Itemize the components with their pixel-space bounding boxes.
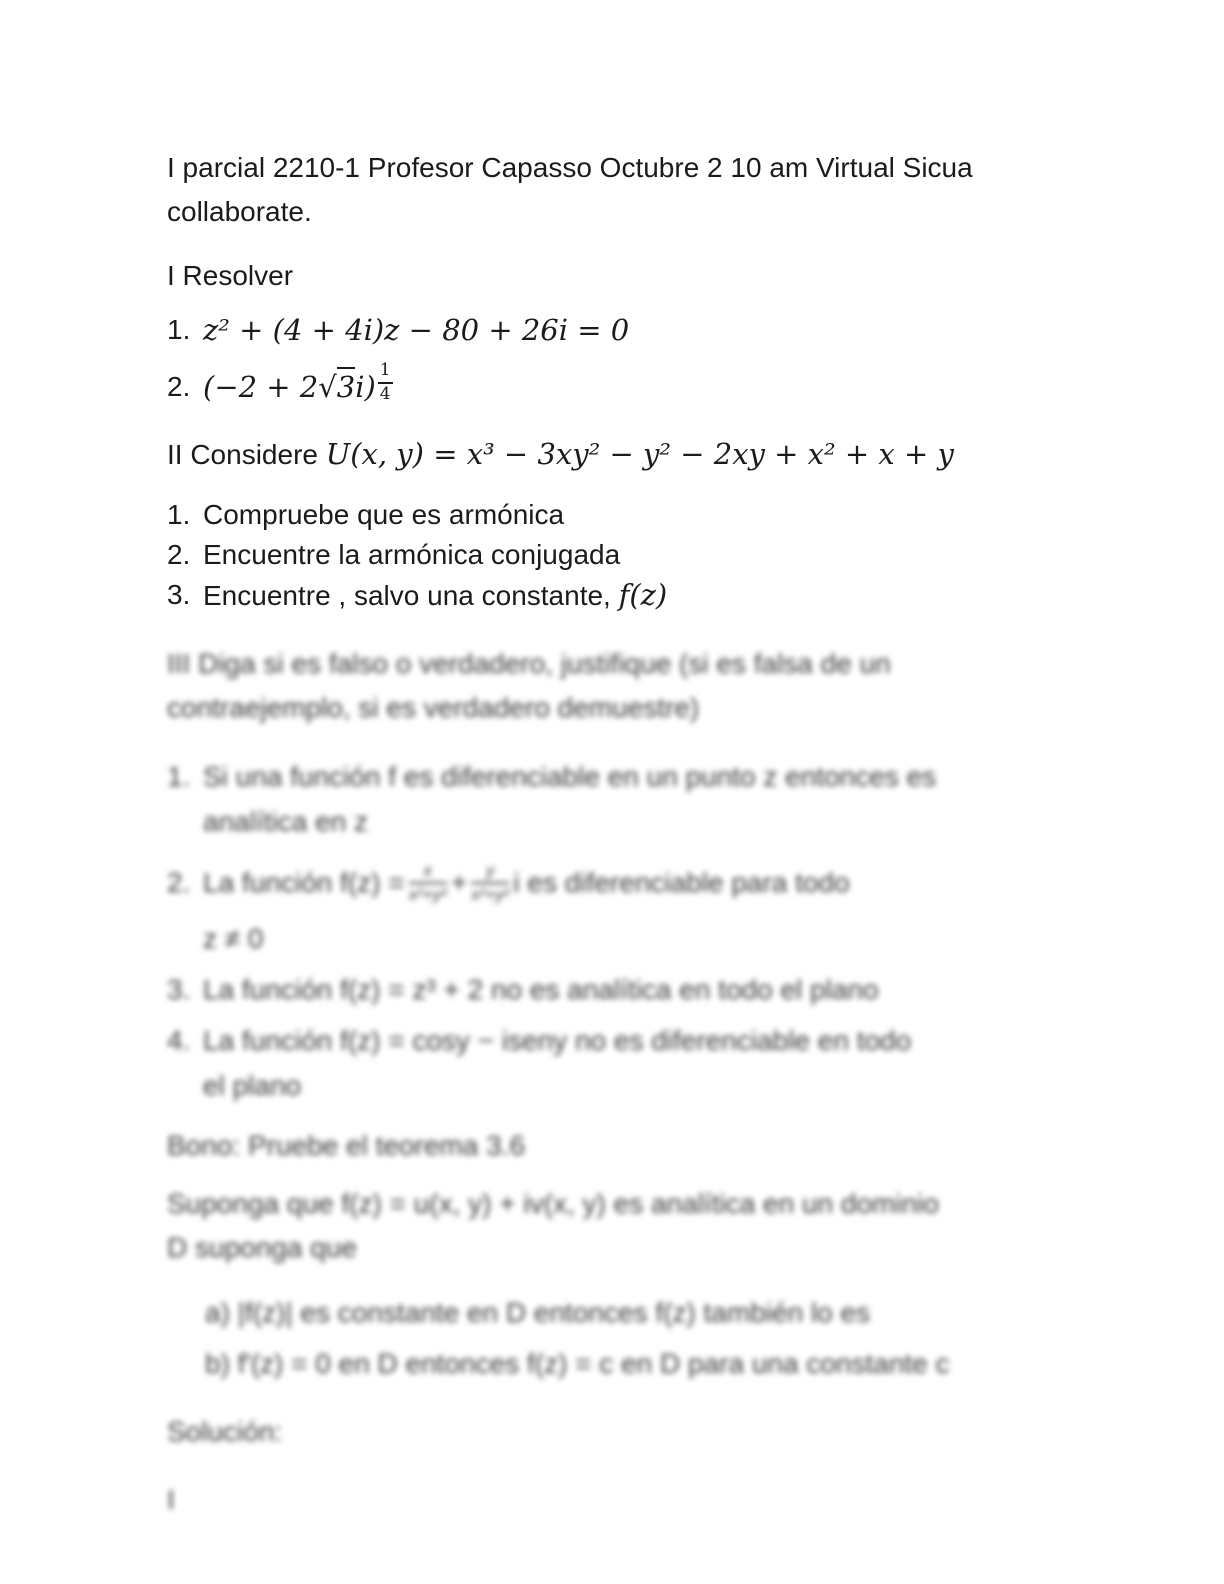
statement-4-line-1: La función f(z) = cosy − iseny no es diferenciable en todo: [203, 1025, 912, 1056]
bonus-paragraph: [167, 1182, 1106, 1270]
radical-sign: √: [318, 370, 337, 404]
item-number: 3.: [167, 579, 191, 610]
exponent-denominator: 4: [379, 383, 391, 404]
document-title: [167, 146, 1106, 234]
statement-2-prefix: La función f(z) =: [203, 867, 405, 898]
item-number: 1.: [167, 761, 191, 792]
list-item: [167, 1018, 1106, 1108]
blurred-section: [167, 642, 1106, 1522]
section2-heading-text: II Considere: [167, 439, 326, 470]
fraction-2-denominator: x²+y²: [471, 885, 510, 904]
section3-intro: [167, 642, 1106, 730]
fraction-2: [471, 861, 509, 906]
solution-numeral: I: [167, 1484, 175, 1515]
equation-1: z² + (4 + 4i)z − 80 + 26i = 0: [203, 313, 630, 347]
section3-intro-line-2: contraejemplo, si es verdadero demuestre): [167, 692, 700, 723]
task-text: Encuentre la armónica conjugada: [203, 539, 621, 570]
task-text-plain: Encuentre , salvo una constante,: [203, 580, 619, 611]
equation-2: [203, 358, 1106, 416]
fraction-1: [409, 861, 447, 906]
exponent-fraction: [378, 361, 393, 404]
bonus-item-b: b) f′(z) = 0 en D entonces f(z) = c en D para una constante c: [205, 1348, 950, 1379]
task-text: [203, 575, 1106, 616]
section3-intro-line-1: III Diga si es falso o verdadero, justifique (si es falsa de un: [167, 648, 891, 679]
f-of-z-math: f(z): [618, 578, 668, 612]
item-number: 4.: [167, 1025, 191, 1056]
plus-sign: +: [450, 867, 468, 898]
item-number: 1.: [167, 499, 191, 530]
item-number: 2.: [167, 539, 191, 570]
section1-list: [167, 308, 1106, 416]
statement-1-line-2: analítica en z: [203, 806, 368, 837]
equation-2-suffix: i): [355, 370, 376, 404]
statement-2-suffix: i es diferenciable para todo: [513, 867, 850, 898]
list-item: [167, 575, 1106, 616]
statement-4-line-2: el plano: [203, 1070, 302, 1101]
bonus-paragraph-line-2: D suponga que: [167, 1232, 357, 1263]
item-number: 2.: [167, 867, 191, 898]
fraction-2-numerator: y: [471, 861, 509, 884]
section2-heading-math: U(x, y) = x³ − 3xy² − y² − 2xy + x² + x + y: [325, 437, 954, 471]
bonus-item-a: a) |f(z)| es constante en D entonces f(z) también lo es: [205, 1297, 871, 1328]
bonus-heading: Bono: Pruebe el teorema 3.6: [167, 1130, 526, 1161]
statement-2: [203, 850, 1106, 961]
section2-list: [167, 495, 1106, 616]
list-item: [167, 535, 1106, 575]
solution-label: Solución:: [167, 1416, 283, 1447]
section3-list: [167, 754, 1106, 1108]
section2-heading: [167, 432, 1106, 477]
statement-2-line-1: [203, 850, 1106, 916]
radicand: 3: [337, 367, 355, 404]
item-number: 3.: [167, 974, 191, 1005]
statement-1: [203, 754, 1106, 844]
statement-3: La función f(z) = z³ + 2 no es analítica en todo el plano: [203, 974, 879, 1005]
list-item: [167, 850, 1106, 961]
title-line-2: collaborate.: [167, 196, 312, 227]
title-line-1: I parcial 2210-1 Profesor Capasso Octubre 2 10 am Virtual Sicua: [167, 152, 973, 183]
item-number: 2.: [167, 371, 191, 402]
section1-heading: I Resolver: [167, 260, 294, 291]
task-text: Compruebe que es armónica: [203, 499, 565, 530]
statement-4: [203, 1018, 1106, 1108]
equation-2-prefix: (−2 + 2: [203, 370, 319, 404]
bonus-list: [167, 1290, 1106, 1386]
list-item: [167, 754, 1106, 844]
list-item: [167, 495, 1106, 535]
bonus-paragraph-line-1: Suponga que f(z) = u(x, y) + iv(x, y) es analítica en un dominio: [167, 1188, 939, 1219]
statement-2-line-2: z ≠ 0: [203, 923, 264, 954]
fraction-1-denominator: x²+y²: [408, 885, 447, 904]
exponent-numerator: 1: [378, 361, 393, 384]
list-item-eq2: [167, 358, 1106, 416]
list-item: [167, 967, 1106, 1012]
item-number: 1.: [167, 314, 191, 345]
fraction-1-numerator: x: [409, 861, 447, 884]
list-item-eq1: [167, 308, 1106, 352]
statement-1-line-1: Si una función f es diferenciable en un punto z entonces es: [203, 761, 937, 792]
